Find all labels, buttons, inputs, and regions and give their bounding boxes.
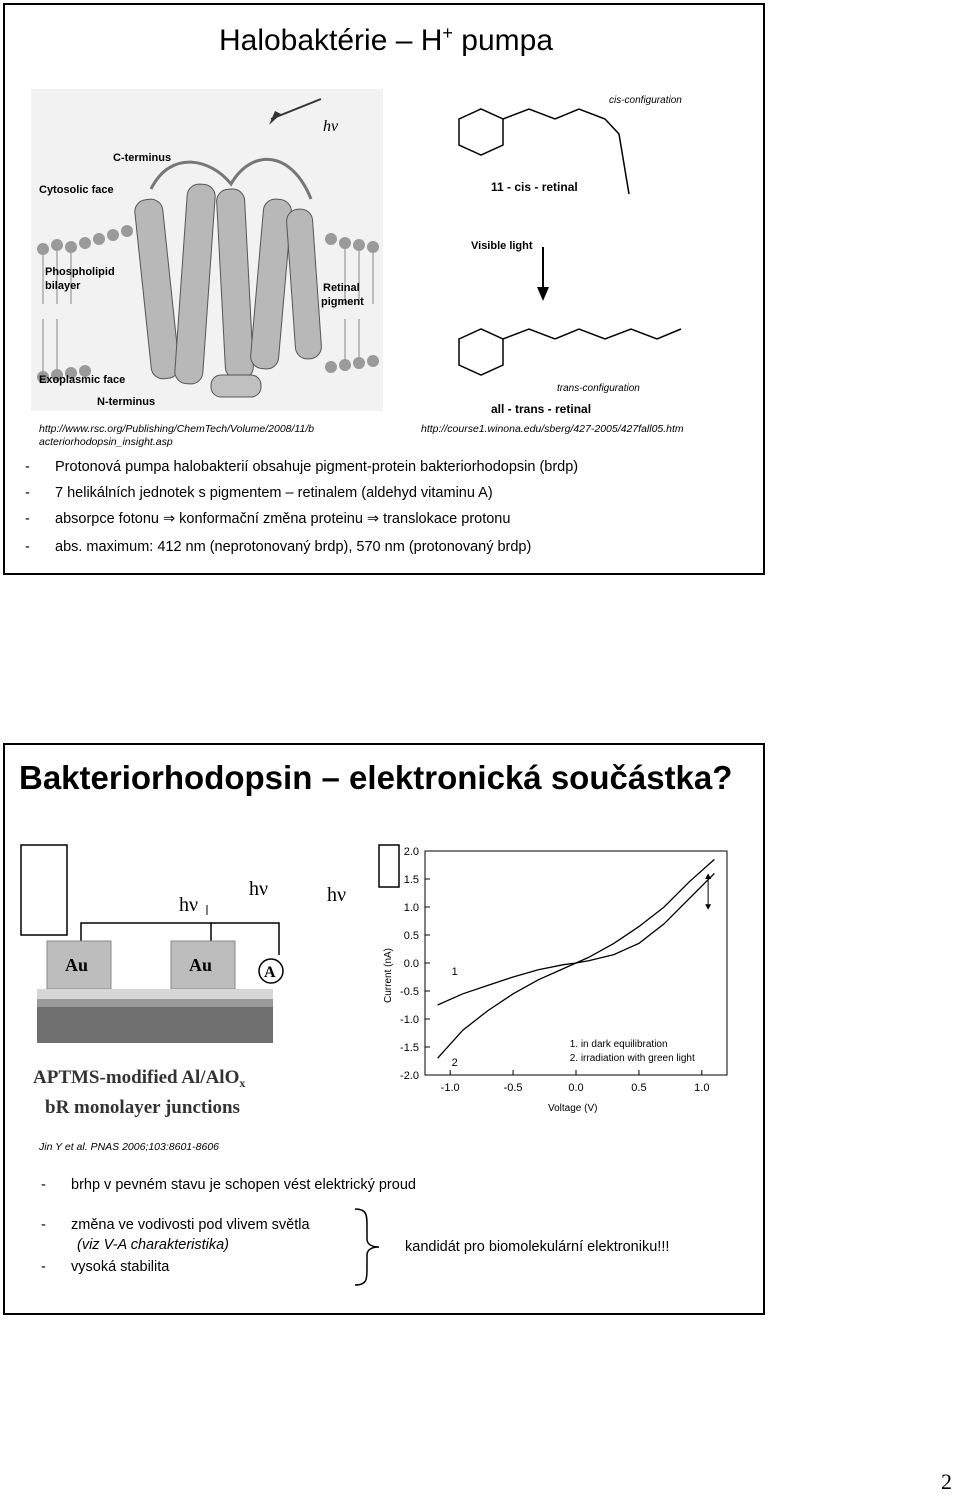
cytosolic-face-label: Cytosolic face bbox=[39, 184, 114, 196]
right-brace-icon bbox=[353, 1207, 383, 1287]
bullet-item: - vysoká stabilita bbox=[41, 1259, 170, 1275]
slide-title: Bakteriorhodopsin – elektronická součástka? bbox=[19, 759, 733, 796]
cis-configuration-label: cis-configuration bbox=[609, 95, 682, 106]
source-left: http://www.rsc.org/Publishing/ChemTech/Volume/2008/11/b acteriorhodopsin_insight.asp bbox=[39, 423, 315, 448]
series-line-2 bbox=[438, 859, 715, 1058]
ammeter-label: A bbox=[264, 964, 276, 981]
y-tick-label: 2.0 bbox=[403, 846, 419, 858]
phospholipid-label: Phospholipid bbox=[45, 266, 115, 278]
au-electrode-1: Au bbox=[65, 955, 89, 975]
conclusion-text: kandidát pro biomolekulární elektroniku!!! bbox=[405, 1239, 670, 1255]
bullet-item: - 7 helikálních jednotek s pigmentem – retinalem (aldehyd vitaminu A) bbox=[25, 485, 493, 501]
y-tick-label: -1.0 bbox=[400, 1014, 419, 1026]
bullet-item: - Protonová pumpa halobakterií obsahuje pigment-protein bakteriorhodopsin (brdp) bbox=[25, 459, 579, 475]
pigment-label: pigment bbox=[321, 296, 364, 308]
page-number: 2 bbox=[941, 1469, 952, 1494]
legend-entry-1: 1. in dark equilibration bbox=[569, 1039, 668, 1050]
source-right: http://course1.winona.edu/sberg/427-2005/427fall05.htm bbox=[421, 423, 684, 435]
x-tick-label: -1.0 bbox=[440, 1082, 460, 1094]
n-terminus-label: N-terminus bbox=[97, 396, 156, 408]
trans-configuration-label: trans-configuration bbox=[557, 383, 640, 394]
device-caption-1: APTMS-modified Al/AlO$_x$ bbox=[33, 1067, 246, 1090]
arrow-head-down bbox=[705, 904, 711, 910]
device-caption-2: bR monolayer junctions bbox=[45, 1097, 240, 1118]
x-tick-label: 0.0 bbox=[568, 1082, 584, 1094]
membrane-protein-figure bbox=[31, 89, 383, 411]
implies-icon: ⇒ bbox=[366, 511, 380, 527]
y-tick-label: -0.5 bbox=[400, 986, 419, 998]
legend-entry-2: 2. irradiation with green light bbox=[569, 1053, 695, 1064]
hv-label: hν bbox=[323, 118, 339, 135]
arrow-head-up bbox=[705, 873, 711, 879]
trans-retinal-name: all - trans - retinal bbox=[491, 402, 592, 416]
slide-halobacteria bbox=[3, 3, 765, 575]
implies-icon: ⇒ bbox=[163, 511, 176, 527]
cis-retinal-name: 11 - cis - retinal bbox=[491, 180, 578, 194]
series-label-2: 2 bbox=[451, 1057, 458, 1070]
au-electrode-2: Au bbox=[189, 955, 213, 975]
citation: Jin Y et al. PNAS 2006;103:8601-8606 bbox=[39, 1141, 219, 1153]
x-tick-label: -0.5 bbox=[503, 1082, 523, 1094]
x-axis-label: Voltage (V) bbox=[548, 1103, 598, 1114]
y-tick-label: 1.0 bbox=[403, 902, 419, 914]
x-tick-label: 0.5 bbox=[631, 1082, 647, 1094]
retinal-label: Retinal bbox=[323, 282, 360, 294]
series-label-1: 1 bbox=[451, 966, 458, 978]
device-schematic-figure bbox=[21, 843, 347, 1133]
x-tick-label: 1.0 bbox=[694, 1082, 710, 1094]
hv-label-2: hν bbox=[249, 878, 269, 900]
visible-light-label: Visible light bbox=[471, 240, 533, 252]
y-tick-label: 0.5 bbox=[403, 930, 419, 942]
y-tick-label: -1.5 bbox=[400, 1042, 419, 1054]
bullet-item: - abs. maximum: 412 nm (neprotonovaný brdp), 570 nm (protonovaný brdp) bbox=[25, 539, 532, 555]
y-tick-label: 0.0 bbox=[403, 958, 419, 970]
bullet-item: - brhp v pevném stavu je schopen vést elektrický proud bbox=[41, 1177, 416, 1193]
series-line-1 bbox=[438, 873, 715, 1005]
y-tick-label: -2.0 bbox=[400, 1070, 419, 1082]
hv-label-1: hν bbox=[179, 894, 199, 916]
bullet-item: - změna ve vodivosti pod vlivem světla bbox=[41, 1217, 310, 1233]
exoplasmic-face-label: Exoplasmic face bbox=[39, 374, 126, 386]
bullet-item-note: (viz V-A charakteristika) bbox=[77, 1237, 230, 1253]
hv-label-2: hν bbox=[327, 884, 347, 906]
retinal-isomerization-figure bbox=[419, 89, 713, 419]
bilayer-label: bilayer bbox=[45, 280, 81, 292]
y-axis-label: Current (nA) bbox=[383, 947, 394, 1003]
bullet-item: - absorpce fotonu ⇒ konformační změna proteinu ⇒ translokace protonu bbox=[25, 511, 511, 527]
y-tick-label: 1.5 bbox=[403, 874, 419, 886]
slide-title: Halobaktérie – H+ pumpa bbox=[218, 23, 554, 57]
c-terminus-label: C-terminus bbox=[113, 152, 172, 164]
slide-bacteriorhodopsin-electronics bbox=[3, 743, 765, 1315]
iv-characteristic-chart bbox=[377, 843, 749, 1133]
